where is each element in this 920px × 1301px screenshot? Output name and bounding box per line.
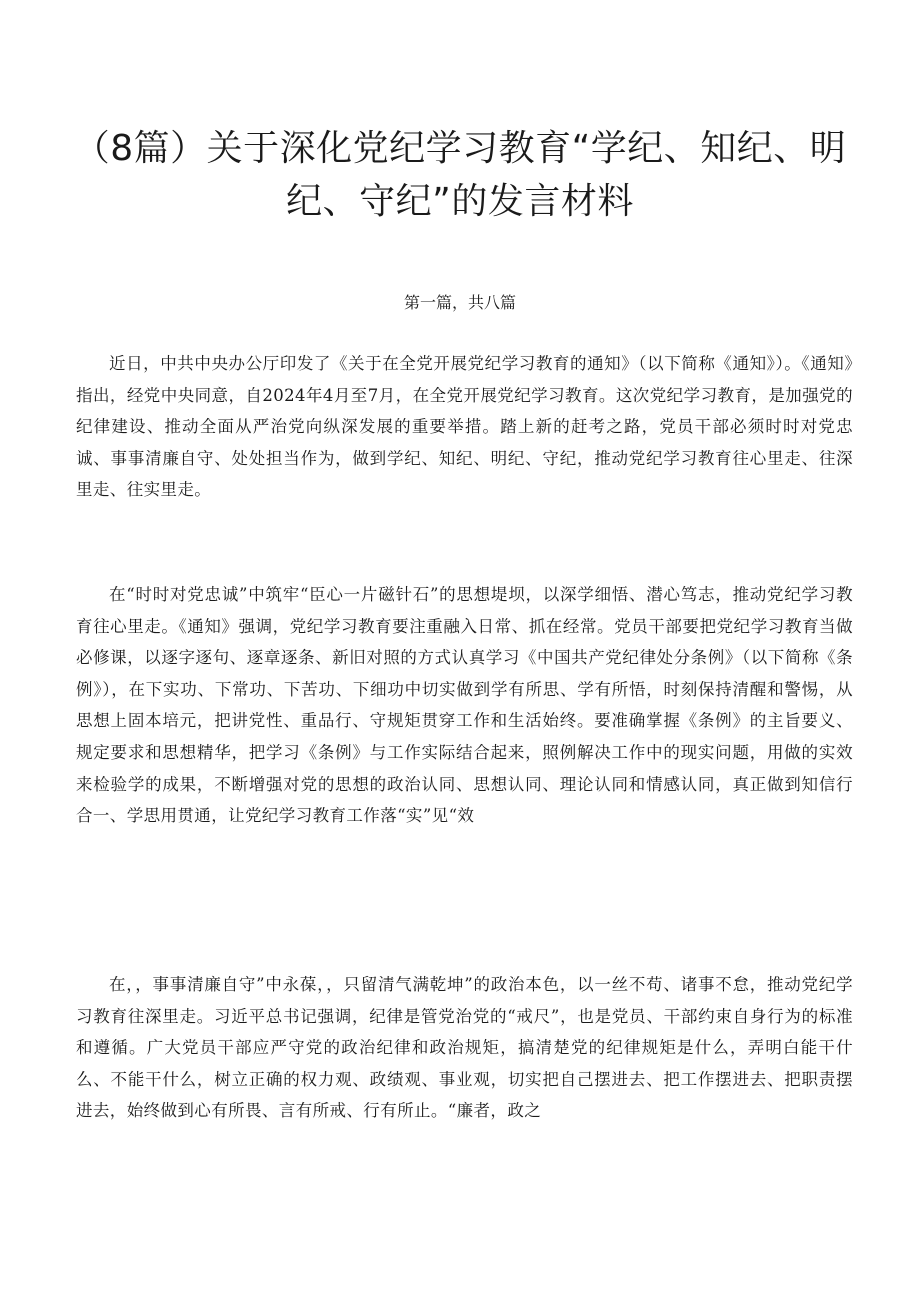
document-title: （8篇）关于深化党纪学习教育“学纪、知纪、明纪、守纪”的发言材料 bbox=[73, 128, 847, 222]
document-subtitle: 第一篇，共八篇 bbox=[403, 293, 516, 312]
paragraph-2: 在“时时对党忠诚”中筑牢“臣心一片磁针石”的思想堤坝，以深学细悟、潜心笃志，推动党纪学习教育往心里走。《通知》强调，党纪学习教育要注重融入日常、抓在经常。党员干部要把党纪学习教育当做必修课，以逐字逐句、逐章逐条、新旧对照的方式认真学习《中国共产党纪律处分条例》（以下简称《条例》），在下实功、下常功、下苦功、下细功中切实做到学有所思、学有所悟，时刻保持清醒和警惕，从思想上固本培元，把讲党性、重品行、守规矩贯穿工作和生活始终。要准确掌握《条例》的主旨要义、规定要求和思想精华，把学习《条例》与工作实际结合起来，照例解决工作中的现实问题，用做的实效来检验学的成果，不断增强对党的思想的政治认同、思想认同、理论认同和情感认同，真正做到知信行合一、学思用贯通，让党纪学习教育工作落“实”见“效 bbox=[76, 585, 853, 826]
paragraph-3: 在，，事事清廉自守”中永葆，，只留清气满乾坤”的政治本色，以一丝不苟、诸事不怠，推动党纪学习教育往深里走。习近平总书记强调，纪律是管党治党的“戒尺”，也是党员、干部约束自身行为的标准和遵循。广大党员干部应严守党的政治纪律和政治规矩，搞清楚党的纪律规矩是什么，弄明白能干什么、不能干什么，树立正确的权力观、政绩观、事业观，切实把自己摆进去、把工作摆进去、把职责摆进去，始终做到心有所畏、言有所戒、行有所止。“廉者，政之 bbox=[76, 975, 853, 1121]
paragraph-1: 近日，中共中央办公厅印发了《关于在全党开展党纪学习教育的通知》（以下简称《通知》）。《通知》指出，经党中央同意，自2024年4月至7月，在全党开展党纪学习教育。这次党纪学习教育，是加强党的纪律建设、推动全面从严治党向纵深发展的重要举措。踏上新的赶考之路，党员干部必须时时对党忠诚、事事清廉自守、处处担当作为，做到学纪、知纪、明纪、守纪，推动党纪学习教育往心里走、往深里走、往实里走。 bbox=[76, 354, 853, 500]
